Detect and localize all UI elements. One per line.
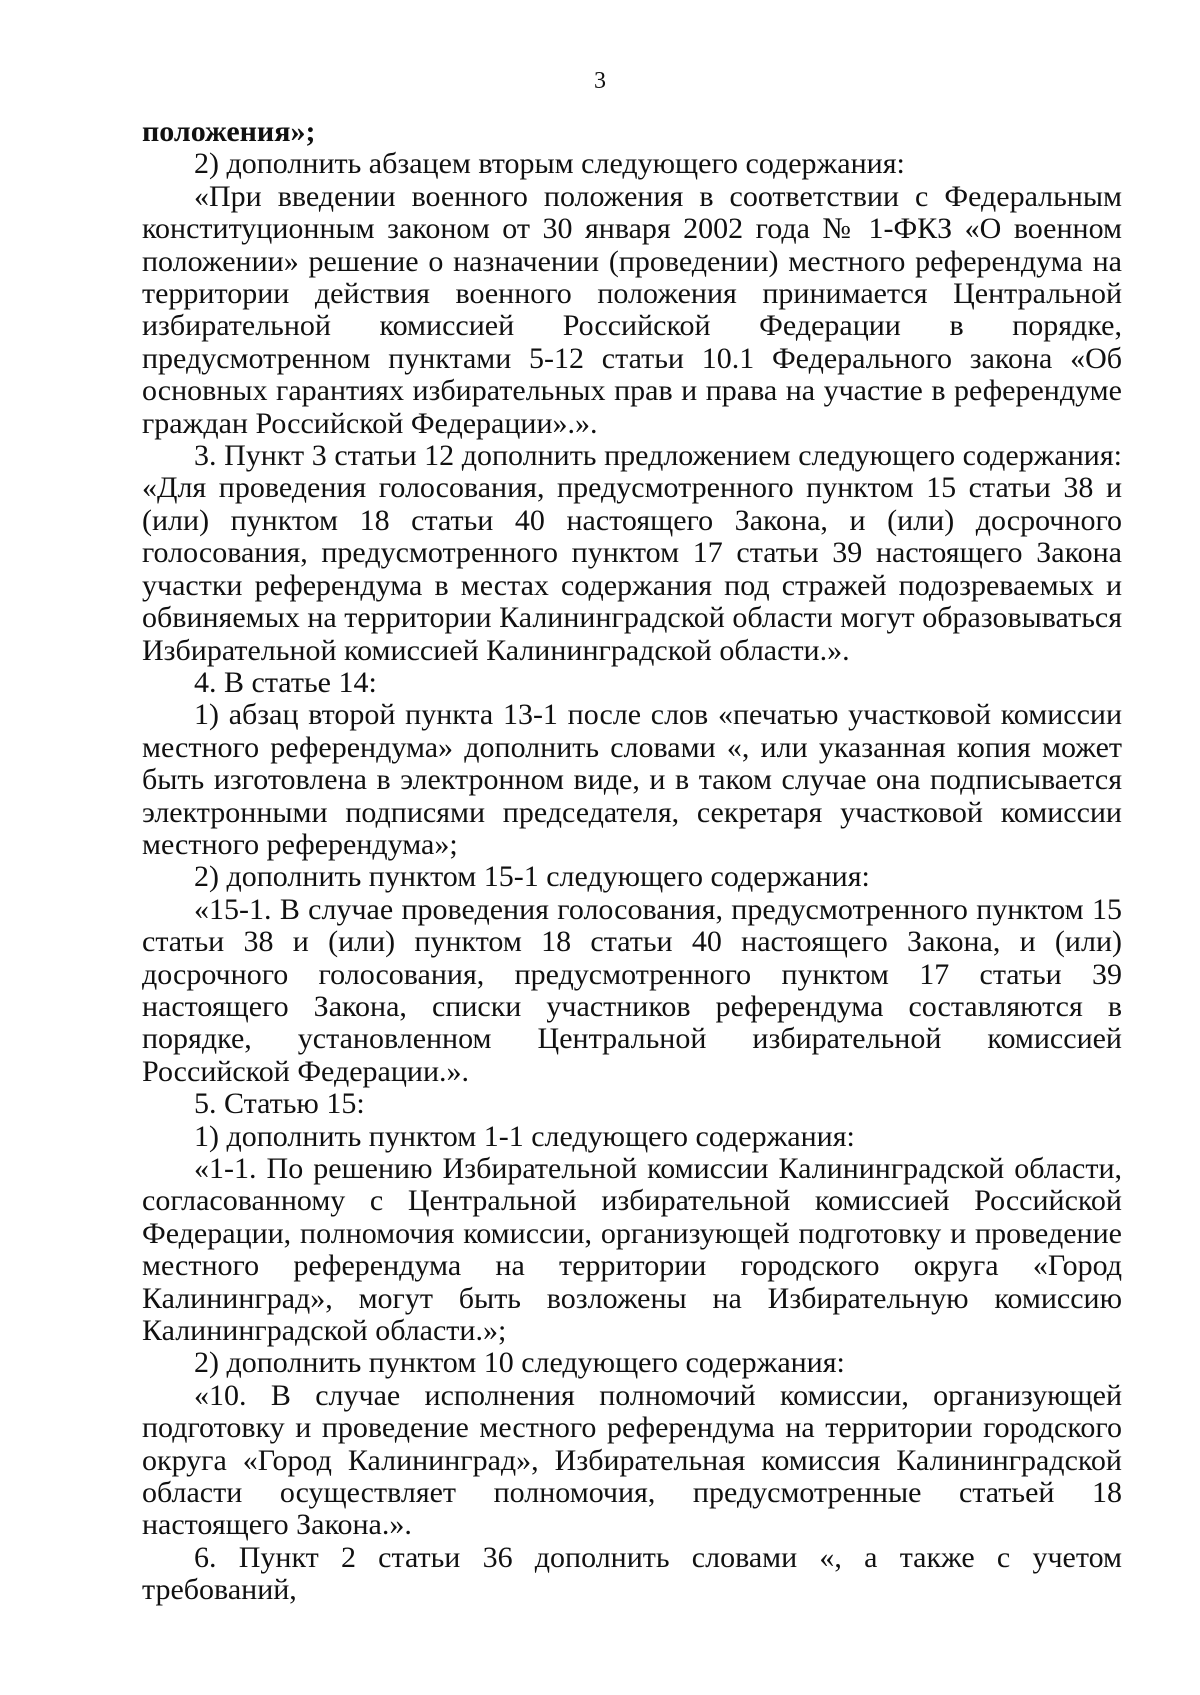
paragraph-11: «1-1. По решению Избирательной комиссии Калининградской области, согласованному с Центральной избирательной комиссией Российской Федерации, полномочия комиссии, организующей подготовку и проведение местного референдума на территории городского округа «Город Калининград», могут быть возложены на Избирательную комиссию Калининградской области.»; — [142, 1152, 1122, 1348]
paragraph-14: 6. Пункт 2 статьи 36 дополнить словами «, а также с учетом требований, — [142, 1540, 1122, 1607]
paragraph-4: 3. Пункт 3 статьи 12 дополнить предложением следующего содержания: «Для проведения голосования, предусмотренного пунктом 15 статьи 38 и (или) пунктом 18 статьи 40 настоящего Закона, и (или) досрочного голосования, предусмотренного пунктом 17 статьи 39 настоящего Закона участки референдума в местах содержания под стражей подозреваемых и обвиняемых на территории Калининградской области могут образовываться Избирательной комиссией Калининградской области.». — [142, 439, 1122, 667]
paragraph-7: 2) дополнить пунктом 15-1 следующего содержания: — [194, 860, 870, 894]
paragraph-9: 5. Статью 15: — [194, 1087, 365, 1121]
paragraph-6: 1) абзац второй пункта 13-1 после слов «печатью участковой комиссии местного референдума» дополнить словами «, или указанная копия может быть изготовлена в электронном виде, и в таком случае она подписывается электронными подписями председателя, секретаря участковой комиссии местного референдума»; — [142, 698, 1122, 861]
paragraph-5: 4. В статье 14: — [194, 665, 377, 699]
paragraph-3: «При введении военного положения в соответствии с Федеральным конституционным законом от 30 января 2002 года № 1-ФКЗ «О военном положении» решение о назначении (проведении) местного референдума на территории действия военного положения принимается Центральной избирательной комиссией Российской Федерации в порядке, предусмотренном пунктами 5-12 статьи 10.1 Федерального закона «Об основных гарантиях избирательных прав и права на участие в референдуме граждан Российской Федерации».». — [142, 179, 1122, 440]
document-body — [142, 116, 1122, 1607]
paragraph-1: положения»; — [142, 115, 316, 148]
paragraph-12: 2) дополнить пунктом 10 следующего содержания: — [194, 1346, 845, 1380]
page-number: 3 — [594, 68, 606, 94]
paragraph-8: «15-1. В случае проведения голосования, предусмотренного пунктом 15 статьи 38 и (или) пунктом 18 статьи 40 настоящего Закона, и (или) досрочного голосования, предусмотренного пунктом 17 статьи 39 настоящего Закона, списки участников референдума составляются в порядке, установленном Центральной избирательной комиссией Российской Федерации.». — [142, 892, 1122, 1088]
paragraph-10: 1) дополнить пунктом 1-1 следующего содержания: — [194, 1119, 855, 1153]
paragraph-2: 2) дополнить абзацем вторым следующего содержания: — [194, 147, 905, 181]
paragraph-13: «10. В случае исполнения полномочий комиссии, организующей подготовку и проведение местного референдума на территории городского округа «Город Калининград», Избирательная комиссия Калининградской области осуществляет полномочия, предусмотренные статьей 18 настоящего Закона.». — [142, 1378, 1122, 1542]
